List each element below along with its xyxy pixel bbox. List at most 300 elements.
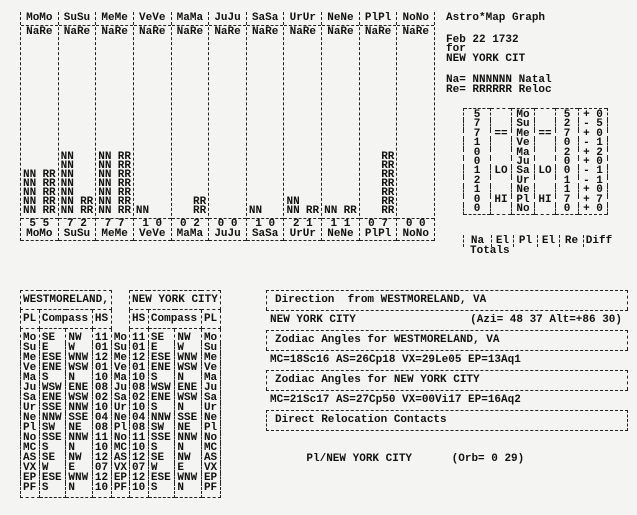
westmoreland-direction: SSE xyxy=(39,433,66,443)
reloc-total: 0 xyxy=(556,158,579,167)
westmoreland-house: 10 xyxy=(92,373,111,383)
planet-column xyxy=(133,12,171,241)
bar-segment xyxy=(247,207,284,216)
westmoreland-house: 10 xyxy=(92,443,111,453)
newyork-direction: E xyxy=(148,343,175,353)
planet: EP xyxy=(111,473,129,483)
westmoreland-direction: ENE xyxy=(39,363,66,373)
newyork-opposite: N xyxy=(175,443,202,453)
planet: Mo xyxy=(21,329,40,344)
westmoreland-opposite: SSE xyxy=(66,413,93,423)
westmoreland-house: 12 xyxy=(92,453,111,463)
natal-total: 0 xyxy=(464,158,491,167)
planet-column xyxy=(359,12,397,241)
planet: No xyxy=(201,433,220,443)
planet-label: NoNo xyxy=(397,12,434,26)
reloc-element xyxy=(535,177,556,186)
natal-mark: NN xyxy=(248,205,263,217)
left-location-title: WESTMORELAND, xyxy=(21,291,112,310)
planet-label: UrUr xyxy=(284,12,321,26)
westmoreland-house: 12 xyxy=(92,353,111,363)
na-re-subheader: NaRe xyxy=(63,26,91,38)
newyork-direction: S xyxy=(148,373,175,383)
natal-mark: NN xyxy=(98,187,112,199)
newyork-house: 10 xyxy=(130,483,149,498)
westmoreland-direction: SW xyxy=(39,423,66,433)
westmoreland-house: 01 xyxy=(92,363,111,373)
newyork-direction: SE xyxy=(148,329,175,344)
natal-total: 1 xyxy=(464,139,491,148)
bar-segment xyxy=(172,207,209,216)
totals-col-header: El xyxy=(491,235,513,247)
diff-value: 2 xyxy=(596,146,603,159)
reloc-total: 2 xyxy=(556,120,579,129)
reloc-count: 1 xyxy=(306,218,313,230)
totals-label: Totals xyxy=(470,245,510,257)
westmoreland-opposite: W xyxy=(66,343,93,353)
newyork-opposite: N xyxy=(175,373,202,383)
planet-label: SaSa xyxy=(247,229,284,241)
newyork-house: 10 xyxy=(130,373,149,383)
reloc-mark: RR xyxy=(305,205,320,217)
location-name: NEW YORK CIT xyxy=(446,52,526,65)
planet: Ve xyxy=(512,139,535,148)
direction-city: NEW YORK CITY xyxy=(270,314,356,326)
compass-row xyxy=(21,483,221,498)
for-label: for xyxy=(446,43,466,55)
planet: Sa xyxy=(111,393,129,403)
natal-count: 5 xyxy=(29,218,37,230)
bar-stack xyxy=(397,38,434,219)
newyork-direction: ESE xyxy=(148,353,175,363)
planet: Ma xyxy=(111,373,129,383)
natal-mark: NN xyxy=(23,205,37,217)
natal-mark: NN xyxy=(98,205,112,217)
totals-row xyxy=(464,205,608,215)
natal-total: 0 xyxy=(464,149,491,158)
natal-mark: NN xyxy=(23,169,37,181)
reloc-count: 7 xyxy=(117,218,125,230)
bar-segment xyxy=(284,207,321,216)
planet-label: VeVe xyxy=(134,229,171,241)
zodiac-ny-title: Zodiac Angles for NEW YORK CITY xyxy=(266,370,628,390)
planet-label: NoNo xyxy=(397,229,434,241)
natal-total: 7 xyxy=(464,130,491,139)
natal-count: 1 xyxy=(142,218,149,230)
natal-element: HI xyxy=(491,196,512,205)
reloc-mark: RR xyxy=(381,187,395,199)
compass-header: Compass xyxy=(148,310,201,329)
reloc-count: 5 xyxy=(42,218,50,230)
natal-count: 0 xyxy=(405,218,413,230)
newyork-house: 12 xyxy=(130,473,149,483)
planet: Sa xyxy=(201,393,220,403)
planet: Pl xyxy=(21,423,40,433)
reloc-element xyxy=(535,109,556,121)
report-header xyxy=(446,14,552,95)
natal-element: LO xyxy=(491,167,512,176)
westmoreland-direction: S xyxy=(39,373,66,383)
reloc-element xyxy=(535,149,556,158)
westmoreland-direction: ESE xyxy=(39,473,66,483)
diff-value: 0 xyxy=(596,156,603,169)
reloc-mark: RR xyxy=(117,169,131,181)
diff-sign: - xyxy=(583,118,590,131)
planet: Ju xyxy=(201,383,220,393)
planet: Ve xyxy=(111,363,129,373)
na-re-subheader: NaRe xyxy=(289,26,316,38)
planet: Sa xyxy=(21,393,40,403)
newyork-direction: NNW xyxy=(148,413,175,423)
natal-count: 7 xyxy=(67,218,74,230)
planet: Ma xyxy=(512,149,535,158)
bar-stack xyxy=(360,38,397,219)
natal-total: 0 xyxy=(464,205,491,215)
reloc-mark: RR xyxy=(381,160,395,172)
reloc-mark: RR xyxy=(381,178,395,190)
reloc-mark: RR xyxy=(117,178,131,190)
planet: Su xyxy=(111,343,129,353)
legend-natal: Na= NNNNNN Natal xyxy=(446,74,552,86)
diff-value: 0 xyxy=(596,203,603,216)
newyork-direction: S xyxy=(148,483,175,498)
bar-segment xyxy=(96,207,133,216)
newyork-direction: SE xyxy=(148,453,175,463)
reloc-mark: RR xyxy=(42,178,56,190)
bar-segment xyxy=(322,207,359,216)
natal-mark: NN xyxy=(60,169,74,181)
totals-col-header: Diff xyxy=(583,235,614,247)
natal-count: 2 xyxy=(292,218,300,230)
diff-sign: - xyxy=(583,165,590,178)
hs-header: HS xyxy=(92,310,111,329)
bar-segment xyxy=(21,207,58,216)
compass-row xyxy=(21,329,221,344)
planet: EP xyxy=(201,473,220,483)
planet: Ju xyxy=(512,158,535,167)
diff-sign: + xyxy=(583,184,590,197)
planet: No xyxy=(21,433,40,443)
bar-stack xyxy=(247,38,284,219)
natal-count: 0 xyxy=(179,218,187,230)
planet-label: VeVe xyxy=(134,12,171,26)
natal-mark: NN xyxy=(23,196,37,208)
reloc-mark: RR xyxy=(381,151,395,163)
newyork-opposite: SSE xyxy=(175,413,202,423)
natal-reloc-bar-chart xyxy=(20,12,435,241)
westmoreland-house: 04 xyxy=(92,413,111,423)
totals-col-header: Re xyxy=(559,235,583,247)
westmoreland-direction: E xyxy=(39,343,66,353)
natal-count: 7 xyxy=(104,218,112,230)
planet-label: MaMa xyxy=(172,229,209,241)
diff-sign: + xyxy=(583,127,590,140)
planet: Mo xyxy=(512,109,535,121)
newyork-house: 12 xyxy=(130,453,149,463)
planet: VX xyxy=(21,463,40,473)
na-re-subheader: NaRe xyxy=(139,26,166,38)
totals-table xyxy=(463,108,608,215)
bar-stack xyxy=(59,38,96,219)
planet: Ur xyxy=(512,177,535,186)
newyork-house: 08 xyxy=(130,423,149,433)
westmoreland-opposite: NW xyxy=(66,329,93,344)
pl-header: PL xyxy=(201,310,220,329)
newyork-opposite: NNW xyxy=(175,433,202,443)
direction-row xyxy=(266,310,628,330)
planet-label: MoMo xyxy=(21,12,58,26)
diff-value: 7 xyxy=(596,193,603,206)
direction-value: (Azi= 48 37 Alt=+86 30) xyxy=(470,314,622,326)
newyork-house: 04 xyxy=(130,413,149,423)
planet: VX xyxy=(111,463,129,473)
westmoreland-house: 07 xyxy=(92,463,111,473)
newyork-direction: SW xyxy=(148,423,175,433)
bar-stack xyxy=(134,38,171,219)
na-re-subheader: NaRe xyxy=(26,26,53,38)
planet: AS xyxy=(21,453,40,463)
reloc-count: 0 xyxy=(268,218,276,230)
natal-mark: NN xyxy=(98,178,112,190)
newyork-opposite: WSW xyxy=(175,363,202,373)
diff-sign: + xyxy=(583,193,590,206)
diff-sign: - xyxy=(583,137,590,150)
westmoreland-direction: ESE xyxy=(39,353,66,363)
planet-label: MeMe xyxy=(96,12,133,26)
natal-mark: NN xyxy=(286,205,300,217)
planet: Ur xyxy=(111,403,129,413)
planet: Sa xyxy=(512,167,535,176)
legend-reloc: Re= RRRRRR Reloc xyxy=(446,83,552,96)
natal-mark: NN xyxy=(60,196,74,208)
planet: Ma xyxy=(21,373,40,383)
westmoreland-direction: S xyxy=(39,443,66,453)
westmoreland-house: 12 xyxy=(92,473,111,483)
diff-sign: + xyxy=(583,109,590,121)
natal-element xyxy=(491,177,512,186)
reloc-total: 2 xyxy=(556,149,579,158)
westmoreland-direction: WSW xyxy=(39,383,66,393)
diff-sign: + xyxy=(583,203,590,216)
planet-column xyxy=(396,12,434,241)
planet-label: PlPl xyxy=(360,229,397,241)
reloc-count: 7 xyxy=(381,218,388,230)
contacts-title: Direct Relocation Contacts xyxy=(266,410,628,431)
planet: PF xyxy=(111,483,129,498)
bar-segment xyxy=(59,207,96,216)
natal-mark: NN xyxy=(98,151,112,163)
westmoreland-direction: SSE xyxy=(39,403,66,413)
newyork-direction: ENE xyxy=(148,393,175,403)
natal-total: 0 xyxy=(464,196,491,205)
zodiac-ny-value: MC=21Sc17 AS=27Cp50 VX=00Vi17 EP=16Aq2 xyxy=(266,390,628,410)
planet-label: SuSu xyxy=(59,12,96,26)
reloc-mark: RR xyxy=(193,196,207,208)
newyork-house: 12 xyxy=(130,353,149,363)
westmoreland-house: 10 xyxy=(92,403,111,413)
reloc-mark: RR xyxy=(117,151,131,163)
natal-total: 1 xyxy=(464,167,491,176)
westmoreland-direction: W xyxy=(39,463,66,473)
reloc-element xyxy=(535,139,556,148)
reloc-element: LO xyxy=(535,167,556,176)
reloc-total: 0 xyxy=(556,205,579,215)
na-re-subheader: NaRe xyxy=(402,26,429,38)
newyork-opposite: WNW xyxy=(175,473,202,483)
natal-mark: NN xyxy=(60,178,74,190)
planet-column xyxy=(208,12,246,241)
planet-column xyxy=(20,12,58,241)
diff-value: 0 xyxy=(596,184,603,197)
relocation-info-panel xyxy=(266,290,628,465)
newyork-opposite: ENE xyxy=(175,383,202,393)
westmoreland-direction: SE xyxy=(39,453,66,463)
right-location-title: NEW YORK CITY xyxy=(130,291,221,310)
planet-label: PlPl xyxy=(360,12,397,26)
planet: Ju xyxy=(111,383,129,393)
planet-column xyxy=(95,12,133,241)
reloc-mark: RR xyxy=(381,169,395,181)
planet-label: NeNe xyxy=(322,229,359,241)
natal-mark: NN xyxy=(60,205,74,217)
reloc-count: 0 xyxy=(419,218,426,230)
diff-value: 0 xyxy=(596,109,603,121)
planet-column xyxy=(246,12,284,241)
westmoreland-opposite: NW xyxy=(66,453,93,463)
na-re-subheader: NaRe xyxy=(327,26,354,38)
planet-label: SuSu xyxy=(59,229,96,241)
westmoreland-opposite: WSW xyxy=(66,363,93,373)
reloc-count: 0 xyxy=(230,218,238,230)
reloc-mark: RR xyxy=(80,196,94,208)
diff-sign: + xyxy=(583,146,590,159)
reloc-element: HI xyxy=(535,196,556,205)
planet-label: JuJu xyxy=(209,12,246,26)
compass-table xyxy=(20,290,221,498)
natal-count: 1 xyxy=(330,218,338,230)
reloc-element xyxy=(535,205,556,215)
natal-count: 0 xyxy=(217,218,225,230)
direction-title: Direction from WESTMORELAND, VA xyxy=(266,290,628,310)
newyork-direction: S xyxy=(148,403,175,413)
compass-header: Compass xyxy=(39,310,92,329)
planet-label: MoMo xyxy=(21,229,58,241)
planet: Su xyxy=(201,343,220,353)
totals-col-header: Pl xyxy=(513,235,537,247)
newyork-direction: ESE xyxy=(148,473,175,483)
westmoreland-opposite: NNW xyxy=(66,433,93,443)
westmoreland-house: 02 xyxy=(92,393,111,403)
newyork-opposite: N xyxy=(175,403,202,413)
westmoreland-opposite: WNW xyxy=(66,353,93,363)
westmoreland-house: 01 xyxy=(92,343,111,353)
planet: Me xyxy=(512,130,535,139)
planet: Mo xyxy=(201,329,220,344)
newyork-direction: SSE xyxy=(148,433,175,443)
planet-label: UrUr xyxy=(284,229,321,241)
reloc-total: 7 xyxy=(556,196,579,205)
planet-label: NeNe xyxy=(322,12,359,26)
na-re-subheader: NaRe xyxy=(214,26,241,38)
zodiac-west-title: Zodiac Angles for WESTMORELAND, VA xyxy=(266,330,628,350)
contact-name: Pl/NEW YORK CITY xyxy=(306,453,413,465)
newyork-house: 07 xyxy=(130,463,149,473)
newyork-house: 10 xyxy=(130,403,149,413)
bar-stack xyxy=(172,38,209,219)
natal-element xyxy=(491,149,512,158)
planet: VX xyxy=(201,463,220,473)
reloc-mark: RR xyxy=(42,169,56,181)
westmoreland-direction: SE xyxy=(39,329,66,344)
reloc-total: 5 xyxy=(556,109,579,121)
planet: No xyxy=(111,433,129,443)
newyork-house: 08 xyxy=(130,383,149,393)
totals-col-header: Na xyxy=(463,235,491,247)
planet: Me xyxy=(201,353,220,363)
natal-mark: NN xyxy=(98,169,112,181)
reloc-mark: RR xyxy=(381,205,395,217)
westmoreland-house: 11 xyxy=(92,329,111,344)
natal-mark: NN xyxy=(60,151,74,163)
reloc-mark: RR xyxy=(193,205,207,217)
planet-label: SaSa xyxy=(247,12,284,26)
natal-mark: NN xyxy=(98,160,112,172)
westmoreland-opposite: N xyxy=(66,443,93,453)
planet: Pl xyxy=(111,423,129,433)
planet-column xyxy=(321,12,359,241)
planet: Ne xyxy=(21,413,40,423)
reloc-mark: RR xyxy=(117,160,131,172)
planet: Me xyxy=(111,353,129,363)
planet: Pl xyxy=(512,196,535,205)
natal-element xyxy=(491,205,512,215)
planet: Pl xyxy=(201,423,220,433)
reloc-mark: RR xyxy=(117,187,131,199)
natal-element xyxy=(491,139,512,148)
newyork-direction: WSW xyxy=(148,383,175,393)
newyork-opposite: NE xyxy=(175,423,202,433)
na-re-subheader: NaRe xyxy=(364,26,392,38)
bar-stack xyxy=(284,38,321,219)
newyork-opposite: W xyxy=(175,343,202,353)
westmoreland-opposite: E xyxy=(66,463,93,473)
reloc-mark: RR xyxy=(42,205,56,217)
reloc-count: 2 xyxy=(80,218,87,230)
pl-header: PL xyxy=(21,310,40,329)
planet-column xyxy=(171,12,209,241)
newyork-house: 02 xyxy=(130,393,149,403)
reloc-total: 7 xyxy=(556,130,579,139)
natal-mark: NN xyxy=(60,187,74,199)
planet: AS xyxy=(201,453,220,463)
planet-label: MeMe xyxy=(96,229,133,241)
natal-mark: NN xyxy=(23,187,37,199)
natal-total: 2 xyxy=(464,177,491,186)
natal-mark: NN xyxy=(98,196,112,208)
natal-mark: NN xyxy=(324,205,338,217)
planet: MC xyxy=(201,443,220,453)
planet: PF xyxy=(201,483,220,498)
natal-mark: NN xyxy=(60,160,74,172)
reloc-mark: RR xyxy=(42,187,56,199)
planet: Ju xyxy=(21,383,40,393)
bar-stack xyxy=(21,38,58,219)
reloc-mark: RR xyxy=(42,196,56,208)
newyork-opposite: WNW xyxy=(175,353,202,363)
westmoreland-direction: S xyxy=(39,483,66,498)
newyork-opposite: NW xyxy=(175,329,202,344)
newyork-opposite: NW xyxy=(175,453,202,463)
